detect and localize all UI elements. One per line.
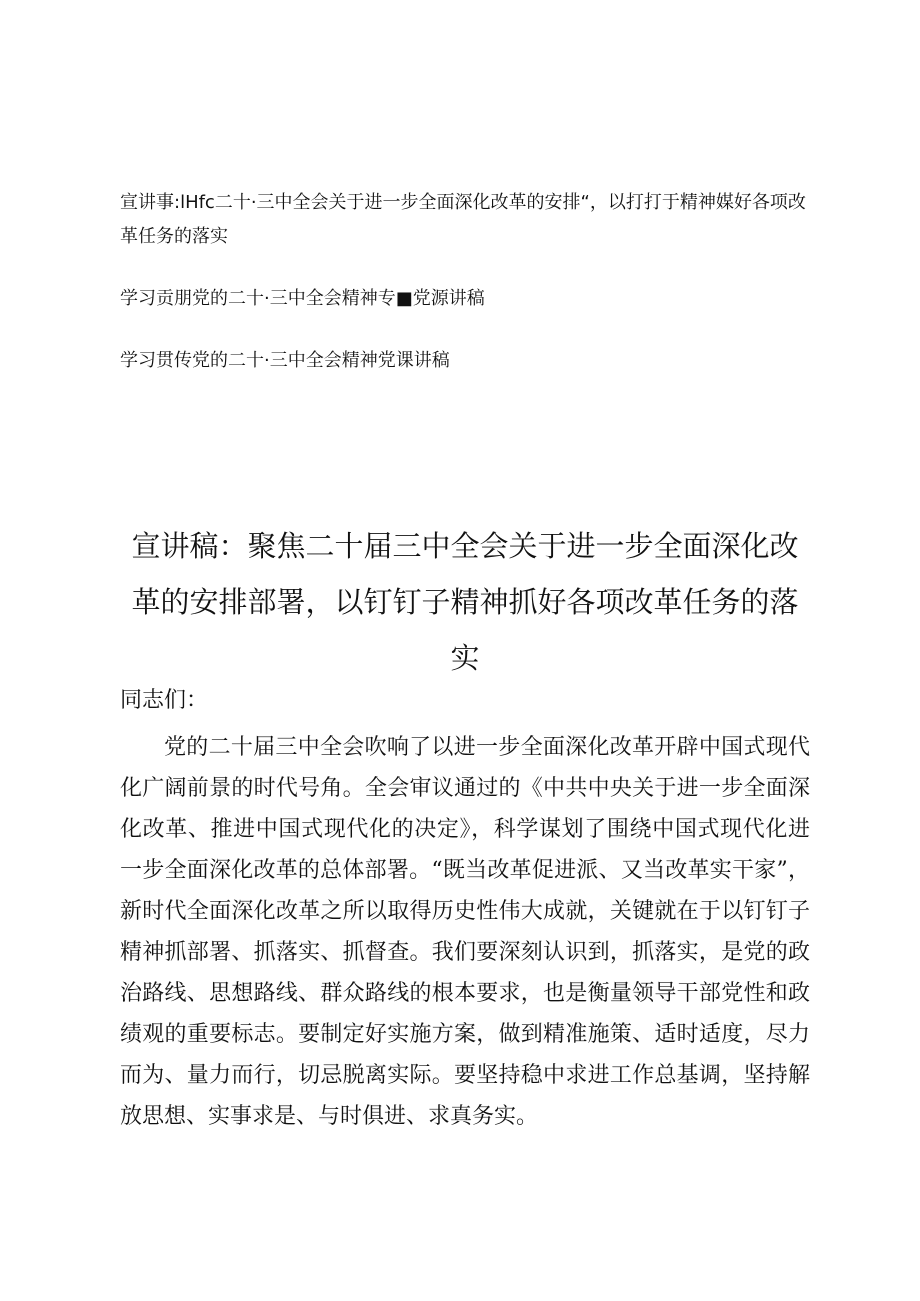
salutation: 同志们： — [120, 688, 209, 713]
table-of-contents — [120, 186, 810, 378]
toc-item-2[interactable]: 学习贡朋党的二十·三中全会精神专■党源讲稿 — [120, 288, 485, 309]
toc-item-3[interactable]: 学习贯传党的二十·三中全会精神党课讲稿 — [120, 350, 450, 371]
body-paragraph: 党的二十届三中全会吹响了以进一步全面深化改革开辟中国式现代化广阔前景的时代号角。全会审议通过的《中共中央关于进一步全面深化改革、推进中国式现代化的决定》，科学谋划了围绕中国式现代化进一步全面深化改革的总体部署。“既当改革促进派、又当改革实干家”，新时代全面深化改革之所以取得历史性伟大成就，关键就在于以钉钉子精神抓部署、抓落实、抓督查。我们要深刻认识到，抓落实，是党的政治路线、思想路线、群众路线的根本要求，也是衡量领导干部党性和政绩观的重要标志。要制定好实施方案，做到精准施策、适时适度，尽力而为、量力而行，切忌脱离实际。要坚持稳中求进工作总基调，坚持解放思想、实事求是、与时俱进、求真务实。 — [120, 735, 810, 1129]
document-title: 宣讲稿：聚焦二十届三中全会关于进一步全面深化改革的安排部署，以钉钉子精神抓好各项改革任务的落实 — [131, 529, 799, 675]
toc-item-1[interactable]: 宣讲事:lHfc二十·三中全会关于进一步全面深化改革的安排“，以打打于精神媒好各项改革任务的落实 — [120, 192, 806, 247]
document-body — [120, 680, 810, 1137]
